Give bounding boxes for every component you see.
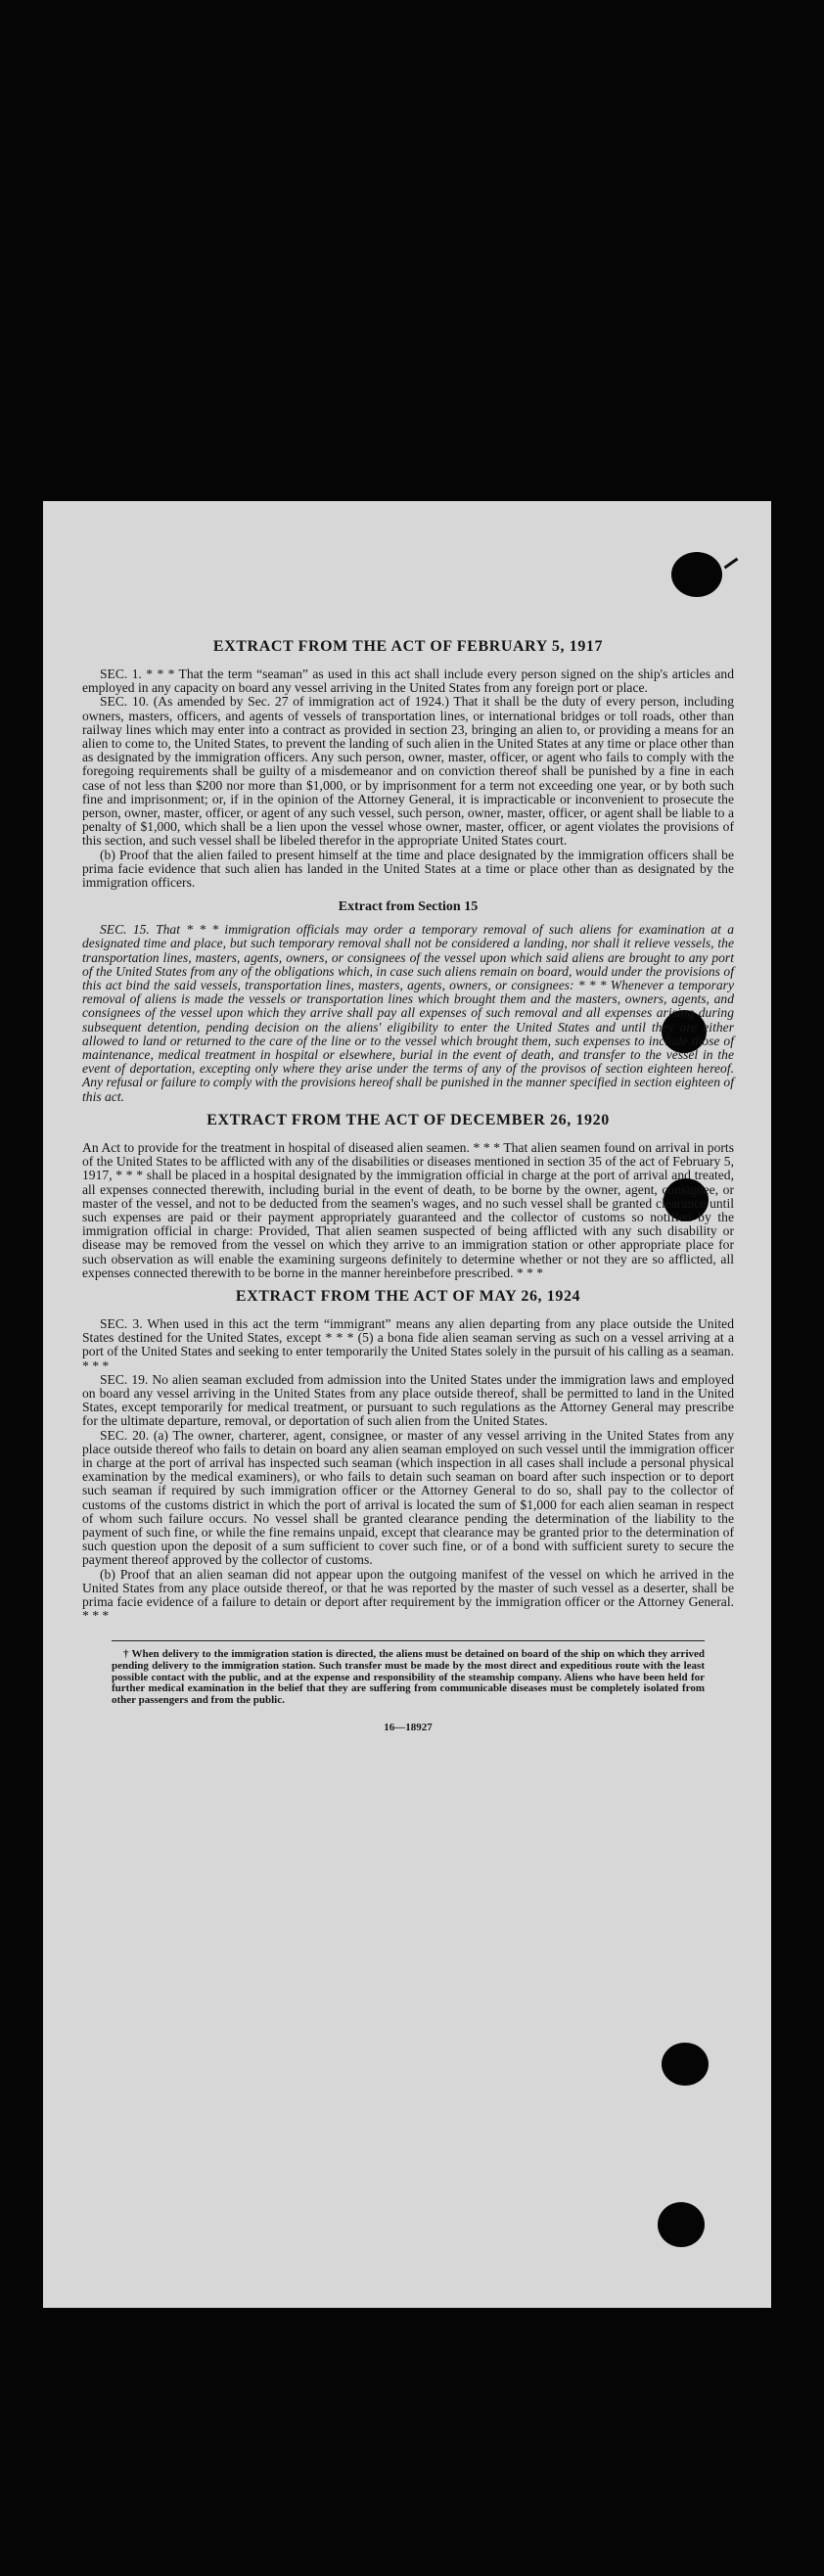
footnote: † When delivery to the immigration station is directed, the aliens must be detained on board of the ship on which they arrived pending delivery to the immigration station. Such transfer must be made by the most direct and expeditious route with the least possible contact with the public, and at the expense and responsibility of the steamship company. Aliens who have been held for further medical examination in the belief that they are suffering from communicable diseases must be completely isolated from other passengers and from the public. [112,1648,705,1706]
section-heading: EXTRACT FROM THE ACT OF FEBRUARY 5, 1917 [212,638,604,655]
proof-paragraph: (b) Proof that the alien failed to present himself at the time and place designated by the immigration officers shall be prima facie evidence that such alien has landed in the United States at a time or place other than as designated by the immigration officers. [82,847,734,891]
section-1-text: SEC. 1. * * * That the term “seaman” as used in this act shall include every person signed on the ship's articles and employed in any capacity on board any vessel arriving in the United States from any foreign port or place. [82,667,734,696]
section-heading: EXTRACT FROM THE ACT OF DECEMBER 26, 1920 [206,1111,610,1128]
act-1920-text: An Act to provide for the treatment in hospital of diseased alien seamen. * * * That alien seamen found on arrival in ports of the United States to be afflicted with any of the disabilities or diseases mentioned in section 35 of the act of February 5, 1917, * * * shall be placed in a hospital designated by the immigration official in charge at the port of arrival and treated, all expenses connected therewith, including burial in the event of death, to be borne by the owner, agent, consignee, or master of the vessel, and not to be deducted from the seamen's wages, and no such vessel shall be granted clearance until such expenses are paid or their payment appropriately guaranteed and the collector of customs so notified by the immigration official in charge: Provided, That alien seamen suspected of being afflicted with any such disability or disease may be removed from the vessel on which they arrive to an immigration station or other appropriate place for such observation as will enable the examining surgeons definitely to determine whether or not they are so afflicted, all expenses connected therewith to be borne in the manner hereinbefore prescribed. * * * [82,1139,734,1280]
section-3-text: SEC. 3. When used in this act the term “immigrant” means any alien departing from any place outside the United States destined for the United States, except * * * (5) a bona fide alien seaman serving as such on a vessel arriving at a port of the United States and seeking to enter temporarily the United States solely in the pursuit of his calling as a seaman. * * * [82,1315,734,1373]
section-heading: EXTRACT FROM THE ACT OF MAY 26, 1924 [235,1287,581,1305]
section-19-text: SEC. 19. No alien seaman excluded from admission into the United States under the immigration laws and employed on board any vessel arriving in the United States from any place outside thereof, shall be permitted to land in the United States, except temporarily for medical treatment, or pursuant to such regulations as the Attorney General may prescribe for the ultimate departure, removal, or deportation of such alien from the United States. [82,1371,734,1429]
section-subheading: Extract from Section 15 [338,899,479,915]
section-10-text: SEC. 10. (As amended by Sec. 27 of immigration act of 1924.) That it shall be the duty of every person, including owners, masters, officers, and agents of vessels of transportation lines, or international bridges or toll roads, other than railway lines which may enter into a contract as provided in section 23, bringing an alien to, or providing a means for an alien to come to, the United States, to prevent the landing of such alien in the United States at any time or place other than as designated by the immigration officers. Any such person, owner, master, officer, or agent who fails to comply with the foregoing requirements shall be guilty of a misdemeanor and on conviction thereof shall be punished by a fine in each case of not less than $200 nor more than $1,000, or by imprisonment for a term not exceeding one year, or by both such fine and imprisonment; or, if in the opinion of the Attorney General, it is impracticable or inconvenient to prosecute the person, owner, master, officer, or agent of any such vessel, such person, owner, master, officer, or agent shall be liable to a penalty of $1,000, which shall be a lien upon the vessel whose owner, master, officer, or agent violates the provisions of this section, and such vessel shall be libeled therefor in the appropriate United States court. [82,694,734,849]
document-body [43,501,771,2308]
section-15-text: SEC. 15. That * * * immigration officials may order a temporary removal of such aliens for examination at a designated time and place, but such temporary removal shall not be considered a landing, nor shall it relieve vessels, the transportation lines, masters, agents, owners, or consignees of the vessel upon which said aliens are brought to any port of the United States from any of the obligations which, in case such aliens remain on board, would under the provisions of this act bind the said vessels, transportation lines, masters, agents, owners, or consignees: * * * Whenever a temporary removal of aliens is made the vessels or transportation lines which brought them and the masters, owners, agents, and consignees of the vessel upon which they arrive shall pay all expenses of such removal and all expenses arising during subsequent detention, pending decision on the aliens' eligibility to enter the United States and until they are either allowed to land or returned to the care of the line or to the vessel which brought them, such expenses to include those of maintenance, medical treatment in hospital or elsewhere, burial in the event of death, and transfer to the vessel in the event of deportation, excepting only where they arise under the terms of any of the provisos of section eighteen hereof. Any refusal or failure to comply with the provisions hereof shall be punished in the manner specified in section eighteen of this act. [82,922,734,1104]
section-20-text: SEC. 20. (a) The owner, charterer, agent, consignee, or master of any vessel arriving in the United States from any place outside thereof who fails to detain on board any alien seaman employed on such vessel until the immigration officer in charge at the port of arrival has inspected such seaman (which inspection in all cases shall include a personal physical examination by the medical examiners), or who fails to detain such seaman on board after such inspection or to deport such seaman if required by such immigration officer or the Attorney General to do so, shall pay to the collector of customs of the customs district in which the port of arrival is located the sum of $1,000 for each alien seaman in respect of whom such failure occurs. No vessel shall be granted clearance pending the determination of the liability to the payment of such fine, or while the fine remains unpaid, except that clearance may be granted prior to the determination of such question upon the deposit of a sum sufficient to cover such fine, or of a bond with sufficient surety to secure the payment thereof approved by the collector of customs. [82,1427,734,1568]
proof-paragraph: (b) Proof that an alien seaman did not appear upon the outgoing manifest of the vessel on which he arrived in the United States from any place outside thereof, or that he was reported by the master of such vessel as a deserter, shall be prima facie evidence of a failure to detain or deport after requirement by the immigration officer or the Attorney General. * * * [82,1566,734,1624]
document-page [43,501,771,2308]
form-number: 16—18927 [384,1722,433,1734]
footnote-divider [112,1640,705,1641]
